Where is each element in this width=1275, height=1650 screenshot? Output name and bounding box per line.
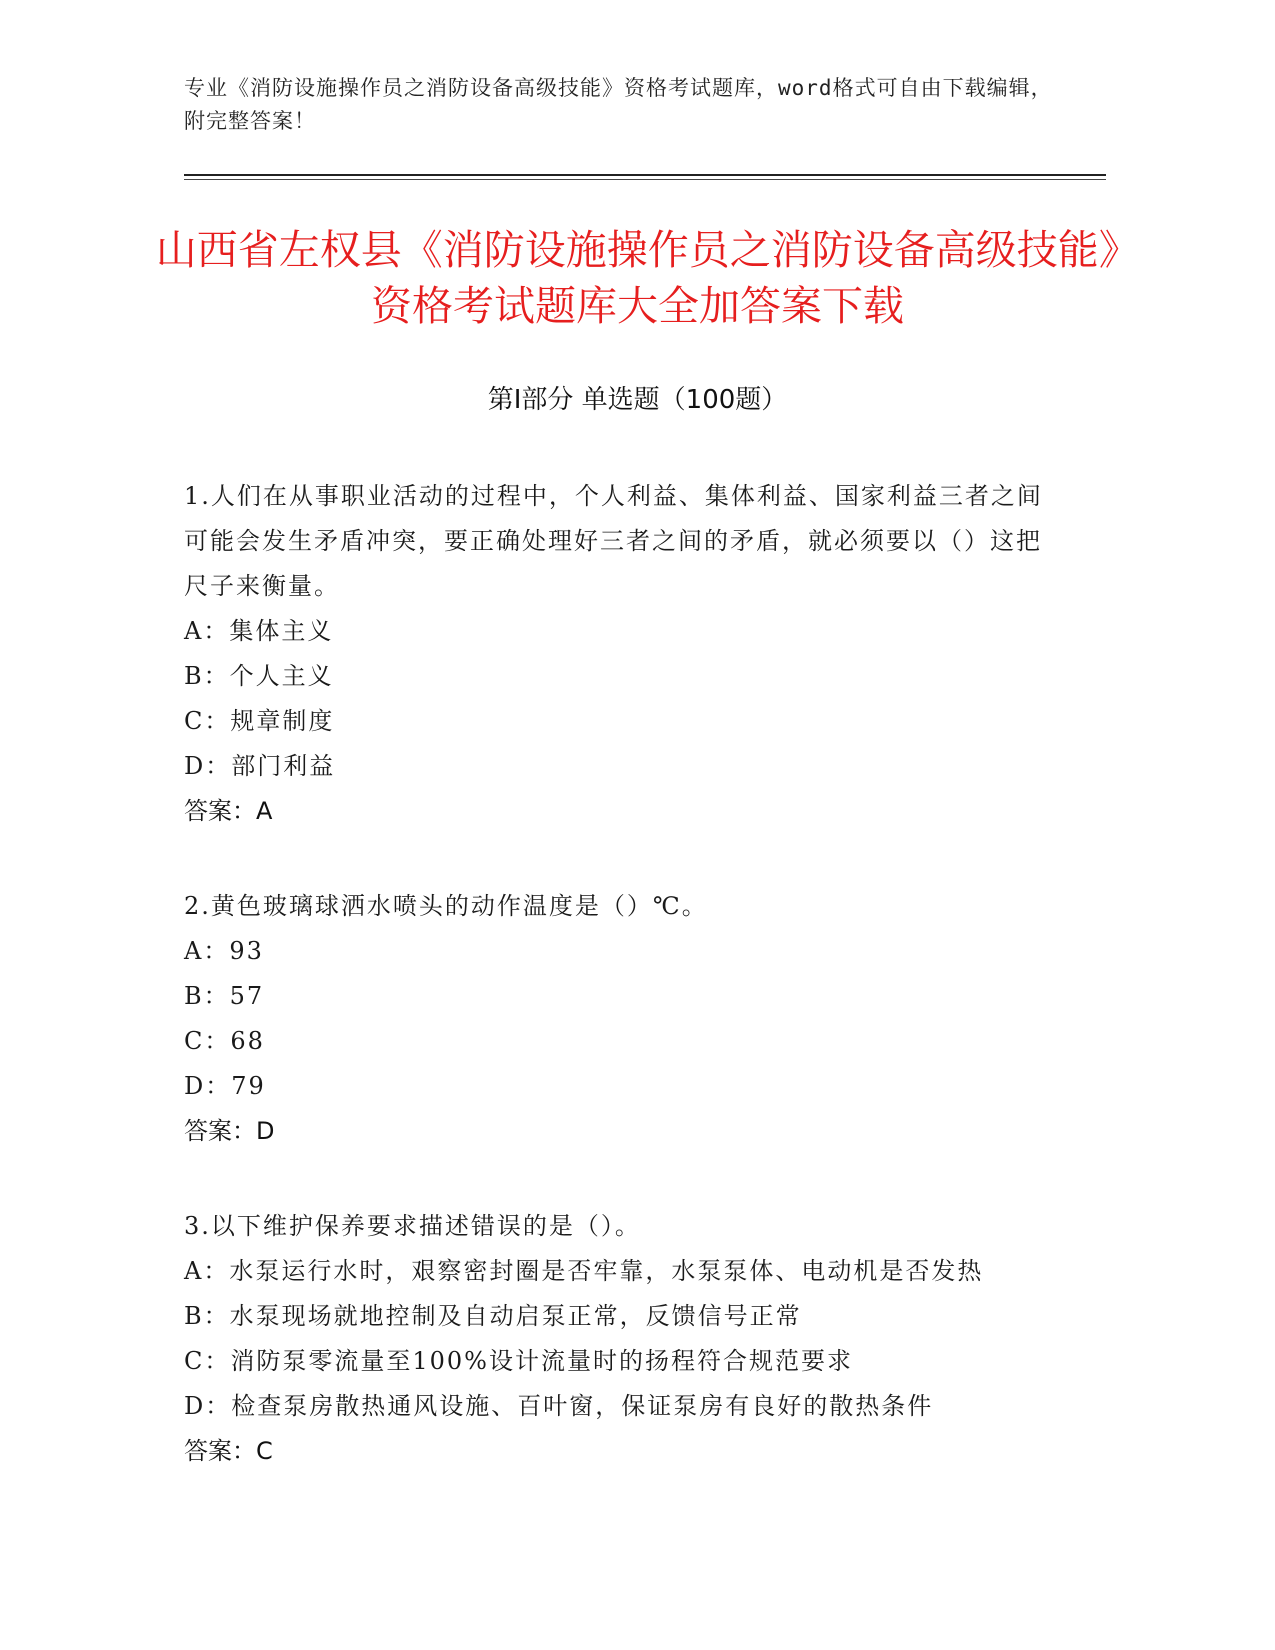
option-c: C：68 [184,1027,265,1055]
option-a: A：水泵运行水时，艰察密封圈是否牢靠，水泵泵体、电动机是否发热 [184,1257,984,1285]
question-stem: 2.黄色玻璃球洒水喷头的动作温度是（）℃。 [184,892,708,920]
question-3 [184,1204,1064,1474]
document-title: 山西省左权县《消防设施操作员之消防设备高级技能》资格考试题库大全加答案下载 [155,226,1120,330]
option-a: A：集体主义 [184,617,334,645]
option-d: D：部门利益 [184,752,336,780]
option-d: D：79 [184,1072,266,1100]
option-c: C：消防泵零流量至100%设计流量时的扬程符合规范要求 [184,1347,853,1375]
header-rule-thin [184,179,1106,180]
answer-line: 答案：A [184,797,273,825]
answer-line: 答案：D [184,1117,275,1145]
option-b: B：水泵现场就地控制及自动启泵正常，反馈信号正常 [184,1302,802,1330]
option-b: B：个人主义 [184,662,334,690]
question-stem: 3.以下维护保养要求描述错误的是（）。 [184,1212,641,1240]
section-heading: 第Ⅰ部分 单选题（100题） [487,385,788,415]
question-list [184,474,1064,1524]
answer-line: 答案：C [184,1437,273,1465]
question-2 [184,884,1064,1154]
header-note: 专业《消防设施操作员之消防设备高级技能》资格考试题库，word格式可自由下载编辑，附完整答案！ [184,76,1053,133]
header-rule-thick [184,174,1106,176]
option-d: D：检查泵房散热通风设施、百叶窗，保证泵房有良好的散热条件 [184,1392,934,1420]
option-c: C：规章制度 [184,707,335,735]
option-a: A：93 [184,937,264,965]
question-stem: 1.人们在从事职业活动的过程中，个人利益、集体利益、国家利益三者之间可能会发生矛盾冲突，要正确处理好三者之间的矛盾，就必须要以（）这把尺子来衡量。 [184,482,1043,600]
question-1 [184,474,1064,834]
option-b: B：57 [184,982,265,1010]
